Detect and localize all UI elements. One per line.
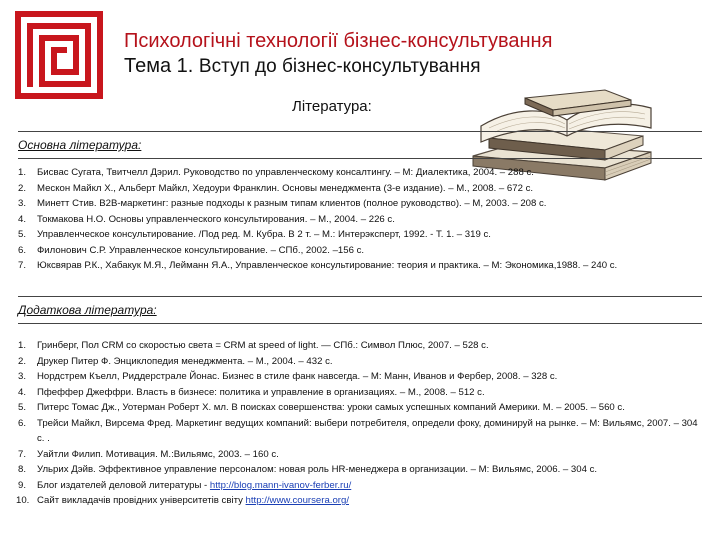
item-number: 2. bbox=[18, 182, 27, 194]
item-text: Блог издателей деловой литературы - bbox=[37, 479, 210, 491]
topic-prefix: Тема 1. bbox=[124, 55, 199, 77]
item-text: Уайтли Филип. Мотивация. М.:Вильямс, 2003. – 160 с. bbox=[37, 448, 279, 460]
list-item bbox=[18, 212, 702, 228]
item-text: Друкер Питер Ф. Энциклопедия менеджмента. – М., 2004. – 432 с. bbox=[37, 355, 333, 367]
item-text: Токмакова Н.О. Основы управленческого консультирования. – М., 2004. – 226 с. bbox=[37, 213, 395, 225]
list-item bbox=[18, 478, 702, 494]
item-text: Управленческое консультирование. /Под ред. М. Кубра. В 2 т. – М.: Интерэксперт, 1992. - Т. 1. – 319 с. bbox=[37, 229, 491, 240]
item-text: Нордстрем Къелл, Риддерстрале Йонас. Бизнес в стиле фанк навсегда. – М: Манн, Иванов и Фербер, 2008. – 328 с. bbox=[37, 371, 558, 382]
item-number: 9. bbox=[18, 479, 27, 491]
item-text: Трейси Майкл, Вирсема Фред. Маркетинг ведущих компаний: выбери потребителя, определи фоку, доминируй на рынке. – М: Вильямс, 2007. – 304 с. . bbox=[37, 417, 698, 444]
item-text: Сайт викладачів провідних університетів світу bbox=[37, 495, 246, 506]
item-text: Мескон Майкл Х., Альберт Майкл, Хедоури Франклин. Основы менеджмента (3-е издание). – М., 2008. – 672 с. bbox=[37, 182, 534, 194]
item-number: 5. bbox=[18, 402, 27, 413]
literature-heading: Література: bbox=[292, 98, 372, 115]
list-item bbox=[18, 227, 702, 243]
item-text: Юксвярав Р.К., Хабакук М.Я., Лейманн Я.А., Управленческое консультирование: теория и практика. – М: Экономика,1988. – 240 с. bbox=[37, 260, 618, 271]
list-item bbox=[18, 400, 702, 416]
item-number: 6. bbox=[18, 417, 27, 429]
section-divider bbox=[18, 158, 702, 159]
main-literature-heading: Основна література: bbox=[18, 138, 142, 152]
list-item bbox=[18, 462, 702, 478]
additional-literature-list bbox=[18, 338, 702, 509]
item-text: Минетт Стив. B2B-маркетинг: разные подходы к разным типам клиентов (полное руководство). – М, 2003. – 208 с. bbox=[37, 198, 547, 209]
list-item bbox=[18, 385, 702, 401]
section-divider bbox=[18, 323, 702, 324]
topic-title bbox=[124, 55, 481, 78]
list-item bbox=[18, 196, 702, 212]
list-item bbox=[18, 165, 702, 181]
item-text: Питерс Томас Дж., Уотерман Роберт Х. мл. В поисках совершенства: уроки самых успешных компаний Америки. М. – 2005. – 560 с. bbox=[37, 402, 625, 413]
topic-name: Вступ до бізнес-консультування bbox=[198, 56, 481, 77]
item-number: 3. bbox=[18, 371, 27, 382]
item-number: 6. bbox=[18, 244, 27, 256]
item-number: 3. bbox=[18, 198, 27, 209]
list-item bbox=[18, 181, 702, 197]
item-text: Пфеффер Джеффри. Власть в бизнесе: политика и управление в организациях. – М., 2008. – 512 с. bbox=[37, 386, 485, 398]
item-number: 8. bbox=[18, 464, 27, 475]
item-number: 4. bbox=[18, 386, 27, 398]
list-item bbox=[18, 258, 702, 274]
section-divider bbox=[18, 131, 702, 132]
item-text: Гринберг, Пол CRM со скоростью света = CRM at speed of light. — СПб.: Символ Плюс, 2007. – 528 с. bbox=[37, 340, 489, 351]
item-number: 10. bbox=[16, 495, 30, 506]
item-text: Филонович С.Р. Управленческое консультирование. – СПб., 2002. –156 с. bbox=[37, 244, 365, 256]
list-item bbox=[18, 369, 702, 385]
list-item bbox=[18, 447, 702, 463]
list-item bbox=[18, 338, 702, 354]
list-item bbox=[18, 243, 702, 259]
item-text: Бисвас Сугата, Твитчелл Дэрил. Руководство по управленческому консалтингу. – М: Диалектика, 2004. – 288 с. bbox=[37, 167, 534, 178]
greek-key-logo-icon bbox=[14, 10, 104, 100]
section-divider bbox=[18, 296, 702, 297]
presentation-title: Психологічні технології бізнес-консультування bbox=[124, 30, 553, 52]
list-item bbox=[18, 416, 702, 447]
blog-link[interactable]: http://blog.mann-ivanov-ferber.ru/ bbox=[209, 479, 352, 491]
item-number: 1. bbox=[18, 167, 27, 178]
item-number: 1. bbox=[18, 340, 27, 351]
main-literature-list bbox=[18, 165, 702, 274]
coursera-link[interactable]: http://www.coursera.org/ bbox=[245, 495, 349, 506]
item-text: Ульрих Дэйв. Эффективное управление персоналом: новая роль HR-менеджера в организации. – М: Вильямс, 2006. – 304 с. bbox=[37, 464, 598, 475]
additional-literature-heading: Додаткова література: bbox=[18, 303, 157, 317]
list-item bbox=[18, 354, 702, 370]
item-number: 2. bbox=[18, 355, 27, 367]
item-number: 5. bbox=[18, 229, 27, 240]
item-number: 4. bbox=[18, 213, 27, 225]
list-item bbox=[18, 493, 702, 509]
item-number: 7. bbox=[18, 448, 27, 460]
item-number: 7. bbox=[18, 260, 27, 271]
